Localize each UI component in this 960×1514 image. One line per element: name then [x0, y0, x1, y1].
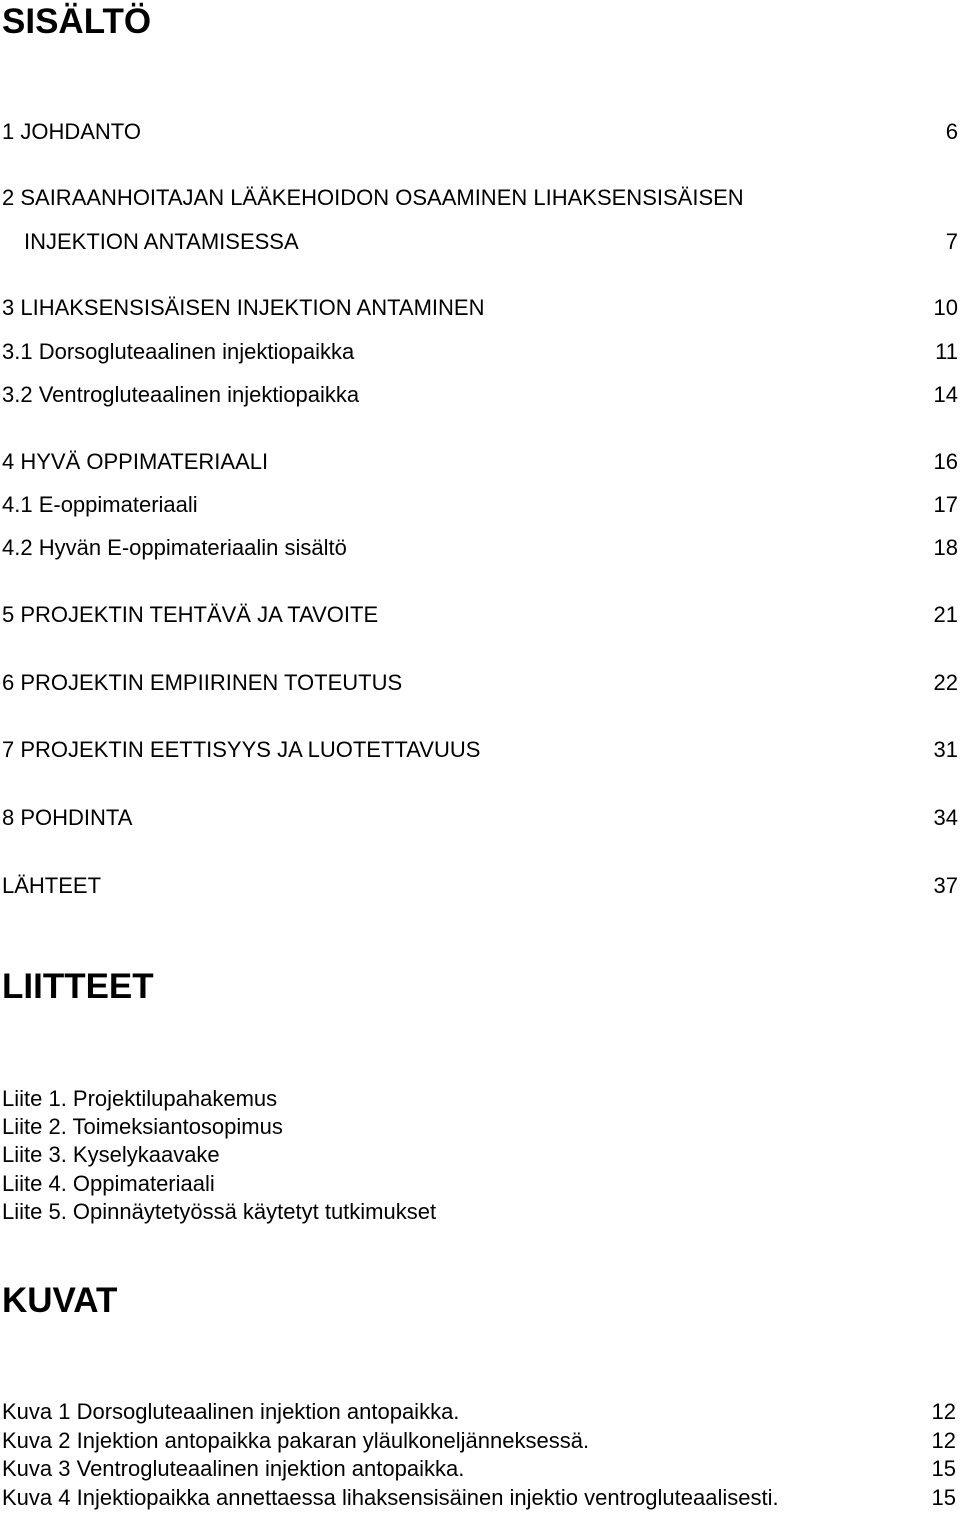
toc-entry-title: 4.1 E-oppimateriaali: [2, 492, 198, 517]
toc-entry-title: 4.2 Hyvän E-oppimateriaalin sisältö: [2, 535, 347, 560]
toc-entry: [2, 293, 958, 323]
figure-entry-page: 12: [931, 1428, 956, 1453]
appendices-heading: LIITTEET: [2, 967, 154, 1006]
toc-entry-title: 1 JOHDANTO: [2, 119, 141, 144]
figure-entry: [2, 1427, 958, 1455]
toc-entry-page: 10: [933, 295, 958, 320]
toc-entry: [2, 183, 958, 213]
toc-entry: [2, 871, 958, 901]
toc-entry-title: 4 HYVÄ OPPIMATERIAALI: [2, 449, 269, 474]
toc-entry-page: 21: [933, 602, 958, 627]
toc-entry-page: 18: [933, 535, 958, 560]
toc-entry-page: 34: [933, 805, 958, 830]
toc-entry-title: INJEKTION ANTAMISESSA: [24, 229, 299, 254]
appendix-item: Liite 2. Toimeksiantosopimus: [2, 1114, 283, 1139]
toc-entry-page: 22: [933, 670, 958, 695]
toc-heading: SISÄLTÖ: [2, 2, 152, 41]
toc-entry: [2, 490, 958, 520]
toc-entry-title: 2 SAIRAANHOITAJAN LÄÄKEHOIDON OSAAMINEN LIHAKSENSISÄISEN: [2, 185, 744, 210]
toc-entry-page: 7: [945, 229, 958, 254]
figure-entry-title: Kuva 3 Ventrogluteaalinen injektion antopaikka.: [2, 1456, 465, 1481]
toc-entry: [2, 600, 958, 630]
toc-entry-title: 3.1 Dorsogluteaalinen injektiopaikka: [2, 339, 355, 364]
toc-entry: [2, 668, 958, 698]
toc-entry: [2, 380, 958, 410]
toc-entry: [2, 117, 958, 147]
figure-entry-title: Kuva 4 Injektiopaikka annettaessa lihaksensisäinen injektio ventrogluteaalisesti.: [2, 1485, 779, 1510]
figure-entry-title: Kuva 1 Dorsogluteaalinen injektion antopaikka.: [2, 1399, 460, 1424]
toc-entry-title: 3 LIHAKSENSISÄISEN INJEKTION ANTAMINEN: [2, 295, 485, 320]
toc-entry-page: 11: [935, 339, 958, 364]
toc-entry-page: 37: [933, 873, 958, 898]
toc-entry-title: 8 POHDINTA: [2, 805, 133, 830]
toc-entry-title: LÄHTEET: [2, 873, 102, 898]
toc-entry: [2, 447, 958, 477]
toc-entry-page: 17: [933, 492, 958, 517]
appendix-item: Liite 1. Projektilupahakemus: [2, 1086, 278, 1111]
figures-heading: KUVAT: [2, 1281, 118, 1320]
toc-entry-title: 7 PROJEKTIN EETTISYYS JA LUOTETTAVUUS: [2, 737, 481, 762]
appendix-item: Liite 3. Kyselykaavake: [2, 1142, 220, 1167]
toc-entry: [2, 735, 958, 765]
figure-entry: [2, 1484, 958, 1512]
toc-entry-page: 14: [933, 382, 958, 407]
toc-entry: [2, 227, 958, 257]
toc-entry-page: 16: [933, 449, 958, 474]
figure-entry: [2, 1398, 958, 1426]
figure-entry-page: 15: [931, 1485, 956, 1510]
figure-entry: [2, 1455, 958, 1483]
figure-entry-title: Kuva 2 Injektion antopaikka pakaran yläulkoneljänneksessä.: [2, 1428, 590, 1453]
toc-entry-title: 6 PROJEKTIN EMPIIRINEN TOTEUTUS: [2, 670, 403, 695]
toc-entry-page: 31: [933, 737, 958, 762]
toc-entry: [2, 337, 958, 367]
figure-entry-page: 12: [931, 1399, 956, 1424]
appendix-item: Liite 5. Opinnäytetyössä käytetyt tutkimukset: [2, 1199, 437, 1224]
appendix-item: Liite 4. Oppimateriaali: [2, 1171, 215, 1196]
toc-entry-title: 5 PROJEKTIN TEHTÄVÄ JA TAVOITE: [2, 602, 379, 627]
toc-entry: [2, 533, 958, 563]
toc-entry-page: 6: [945, 119, 958, 144]
figure-entry-page: 15: [931, 1456, 956, 1481]
toc-entry: [2, 803, 958, 833]
toc-entry-title: 3.2 Ventrogluteaalinen injektiopaikka: [2, 382, 360, 407]
